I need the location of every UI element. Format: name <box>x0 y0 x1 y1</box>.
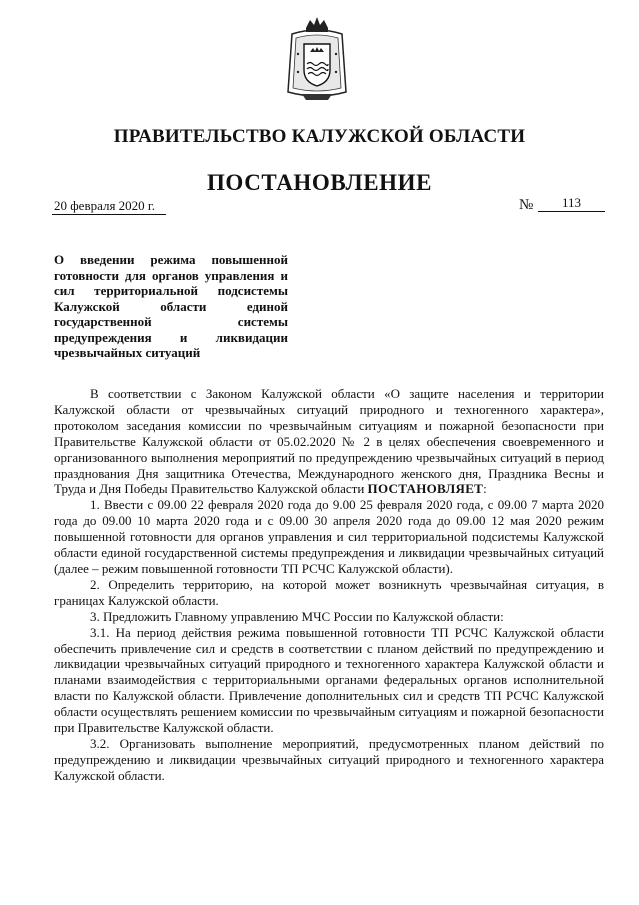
document-type-title: ПОСТАНОВЛЕНИЕ <box>206 170 433 195</box>
decree-date: 20 февраля 2020 г. <box>52 197 166 215</box>
paragraph-1: 1. Ввести с 09.00 22 февраля 2020 года до 9.00 25 февраля 2020 года, с 09.00 7 марта 2020 года до 09.00 10 марта 2020 года и с 09.00 30 апреля 2020 года до 09.00 12 мая 2020 режим повышенной готовности для органов управления и сил территориальной подсистемы Калужской области единой государственной системы предупреждения и ликвидации чрезвычайных ситуаций (далее – режим повышенной готовности ТП РСЧС Калужской области). <box>54 497 604 576</box>
paragraph-3-1: 3.1. На период действия режима повышенной готовности ТП РСЧС Калужской области обеспечить привлечение сил и средств в соответствии с планом действий по предупреждению и ликвидации чрезвычайных ситуаций природного и техногенного характера Калужской области и планами взаимодействия с территориальными органами федеральных органов исполнительной власти по Калужской области. Привлечение дополнительных сил и средств ТП РСЧС Калужской области осуществлять решением комиссии по чрезвычайным ситуациям и пожарной безопасности при Правительстве Калужской области. <box>54 624 604 736</box>
paragraph-3-2: 3.2. Организовать выполнение мероприятий, предусмотренных планом действий по предупреждению и ликвидации чрезвычайных ситуаций природного и техногенного характера Калужской области. <box>54 735 604 783</box>
coat-of-arms-emblem <box>284 14 350 104</box>
decree-word: ПОСТАНОВЛЯЕТ <box>367 481 484 497</box>
number-sign: № <box>519 197 534 213</box>
paragraph-2: 2. Определить территорию, на которой может возникнуть чрезвычайная ситуация, в границах Калужской области. <box>54 576 604 608</box>
government-title: ПРАВИТЕЛЬСТВО КАЛУЖСКОЙ ОБЛАСТИ <box>113 126 526 147</box>
paragraph-3: 3. Предложить Главному управлению МЧС России по Калужской области: <box>90 608 504 624</box>
preamble-paragraph <box>54 386 604 497</box>
decree-subject: О введении режима повышенной готовности для органов управления и сил территориальной подсистемы Калужской области единой государственной системы предупреждения и ликвидации чрезвычайных ситуаций <box>54 252 288 360</box>
decree-body <box>54 386 604 784</box>
preamble-text: В соответствии с Законом Калужской области «О защите населения и территории Калужской области от чрезвычайных ситуаций природного и техногенного характера», протоколом заседания комиссии по чрезвычайным ситуациям и пожарной безопасности при Правительстве Калужской области от 05.02.2020 № 2 в целях обеспечения своевременного и организованного выполнения мероприятий по предупреждению чрезвычайных ситуаций в период празднования Дня защитника Отечества, Международного женского дня, Праздника Весны и Труда и Дня Победы Правительство Калужской области <box>54 386 604 497</box>
preamble-colon: : <box>483 481 487 497</box>
decree-number: 113 <box>538 194 605 212</box>
